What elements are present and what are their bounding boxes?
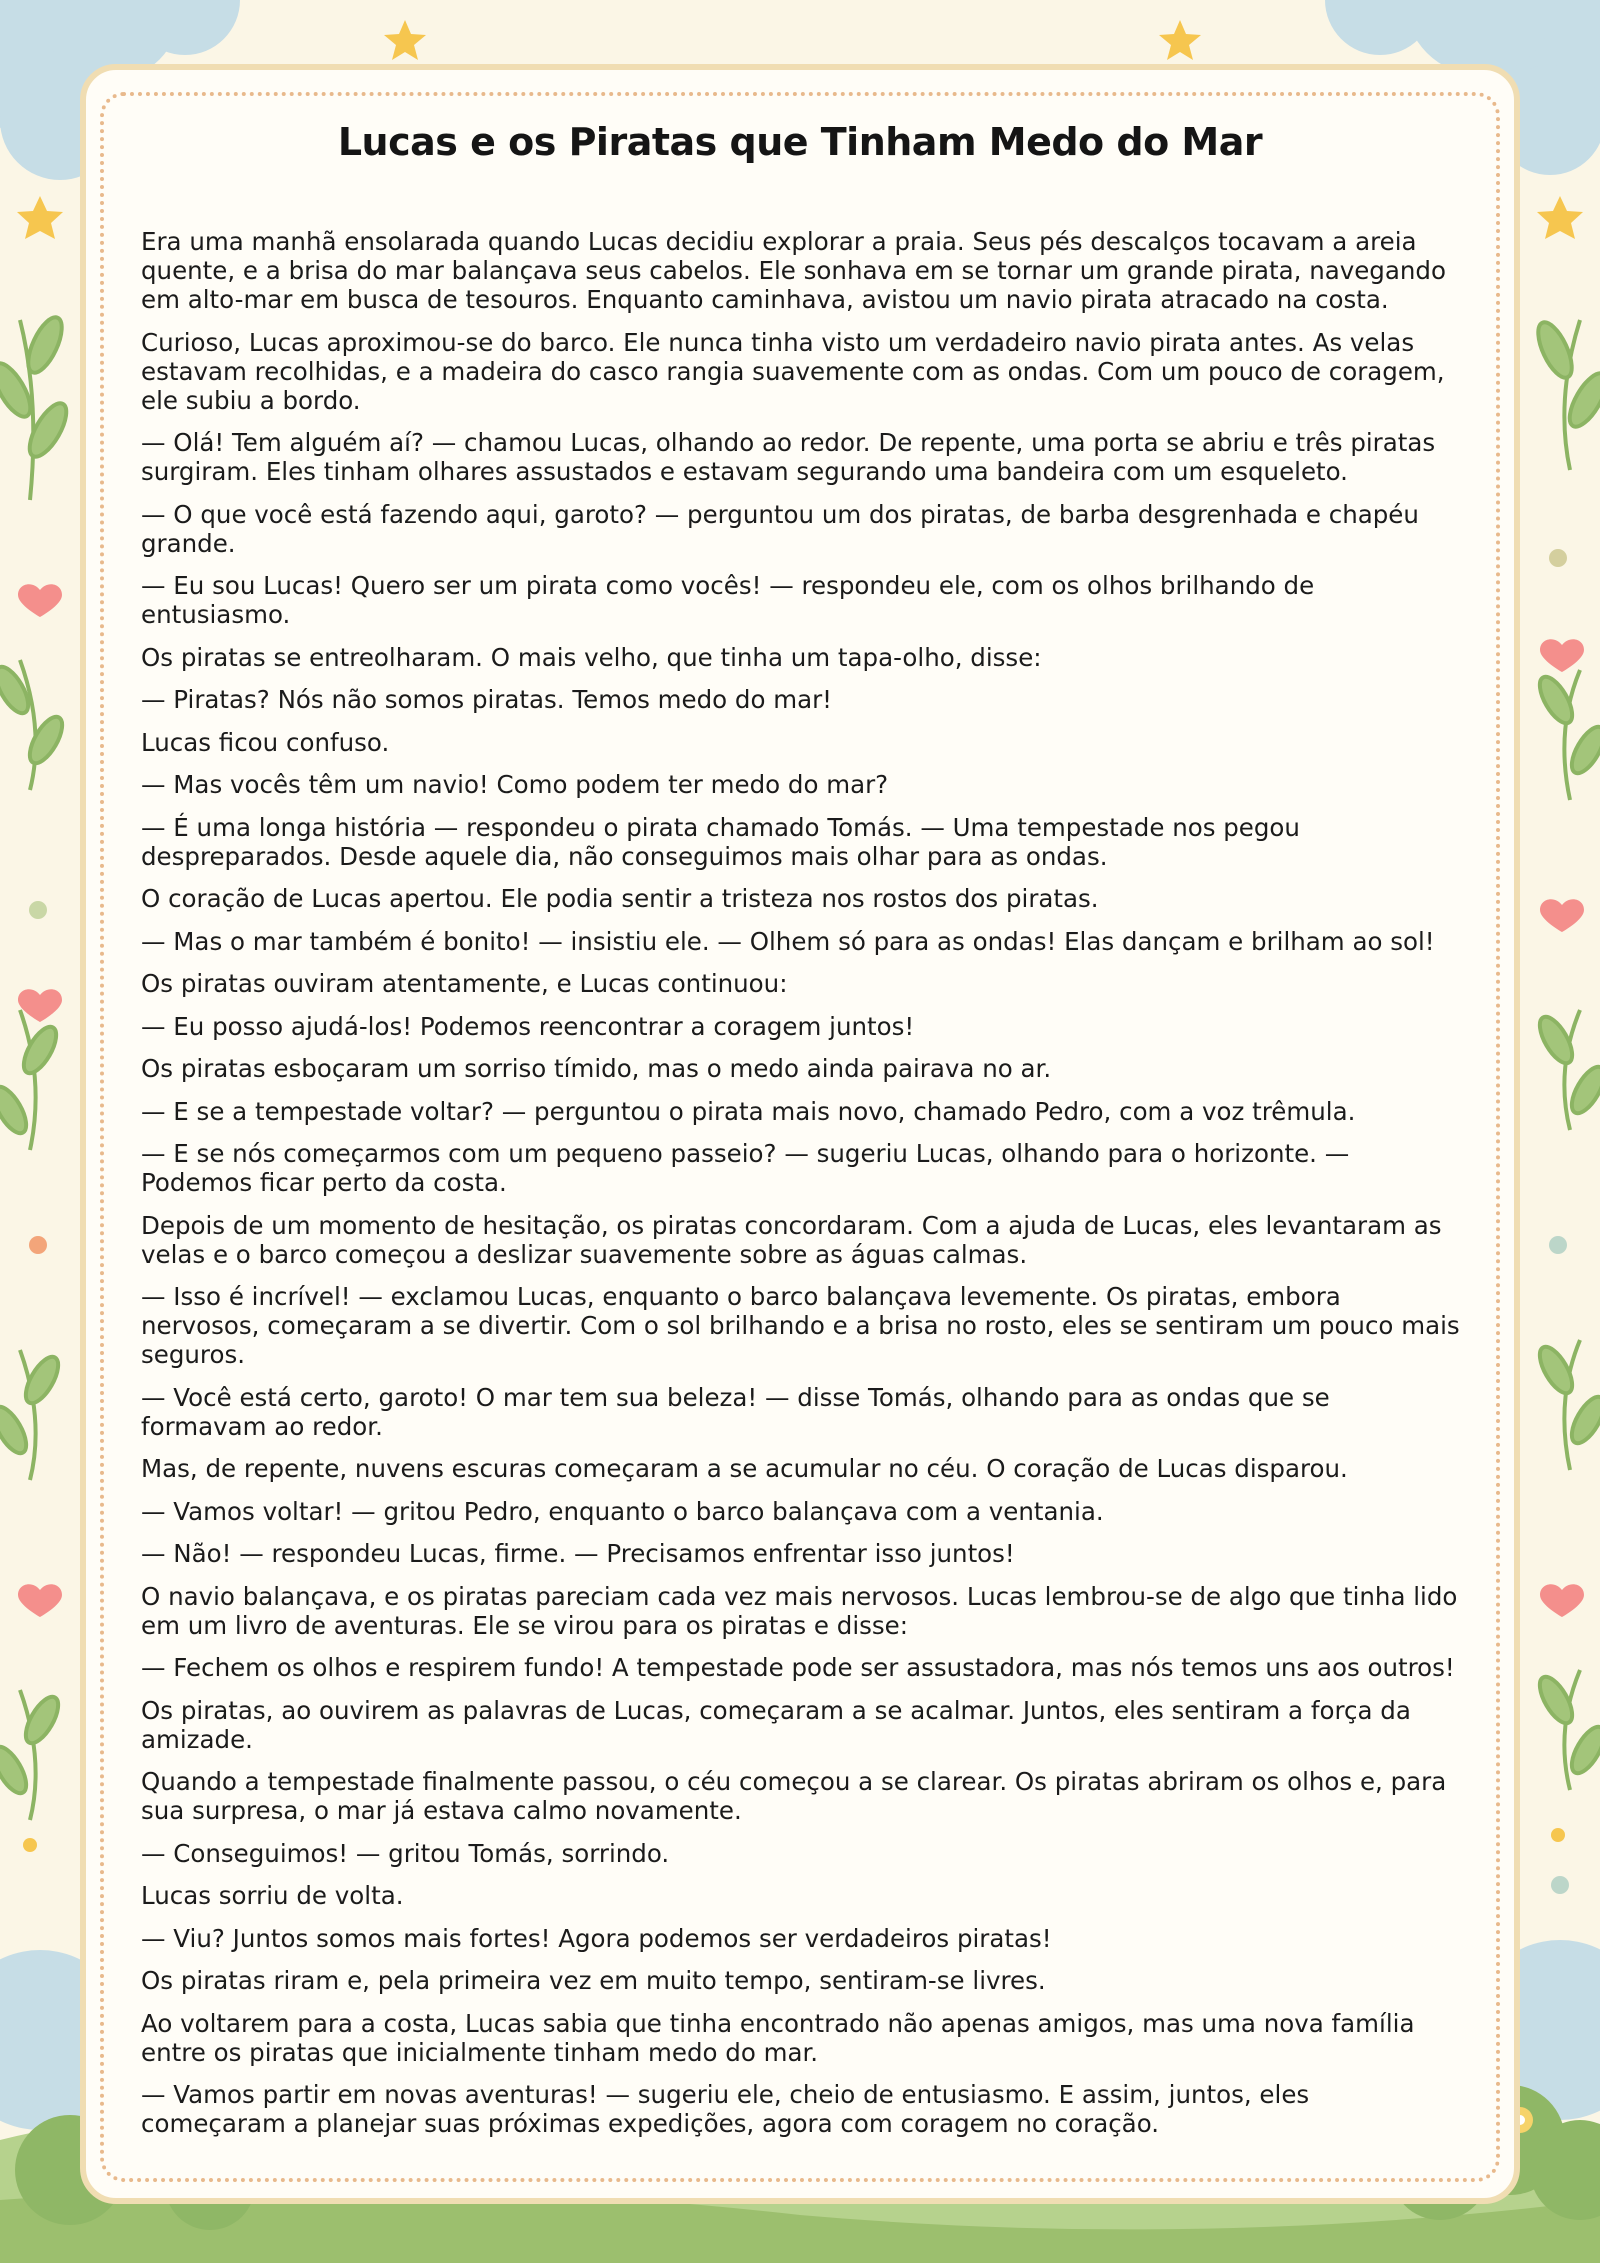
- story-paragraph: — Conseguimos! — gritou Tomás, sorrindo.: [141, 1838, 670, 1868]
- story-paragraph: Quando a tempestade finalmente passou, o céu começou a se clarear. Os piratas abriram os olhos e, para sua surpresa, o mar já estava calmo novamente.: [141, 1767, 1447, 1825]
- story-paragraph: — Isso é incrível! — exclamou Lucas, enquanto o barco balançava levemente. Os piratas, embora nervosos, começaram a se divertir. Com o sol brilhando e a brisa no rosto, eles se sentiram um pouco mais seguros.: [141, 1282, 1460, 1369]
- story-body: [141, 227, 1461, 2152]
- story-paragraph: — É uma longa história — respondeu o pirata chamado Tomás. — Uma tempestade nos pegou despreparados. Desde aquele dia, não conseguimos mais olhar para as ondas.: [141, 812, 1300, 871]
- story-paragraph: — Mas o mar também é bonito! — insistiu ele. — Olhem só para as ondas! Elas dançam e brilham ao sol!: [141, 926, 1435, 956]
- story-paragraph: — E se a tempestade voltar? — perguntou o pirata mais novo, chamado Pedro, com a voz trêmula.: [141, 1096, 1356, 1126]
- story-paragraph: Lucas sorriu de volta.: [141, 1881, 404, 1910]
- story-paragraph: — Olá! Tem alguém aí? — chamou Lucas, olhando ao redor. De repente, uma porta se abriu e três piratas surgiram. Eles tinham olhares assustados e estavam segurando uma bandeira com um esqueleto.: [141, 428, 1436, 486]
- story-paragraph: Mas, de repente, nuvens escuras começaram a se acumular no céu. O coração de Lucas disparou.: [141, 1454, 1348, 1483]
- story-paragraph: — Eu sou Lucas! Quero ser um pirata como vocês! — respondeu ele, com os olhos brilhando de entusiasmo.: [141, 571, 1315, 629]
- story-paragraph: Ao voltarem para a costa, Lucas sabia que tinha encontrado não apenas amigos, mas uma nova família entre os piratas que inicialmente tinham medo do mar.: [141, 2008, 1415, 2067]
- story-paragraph: — O que você está fazendo aqui, garoto? — perguntou um dos piratas, de barba desgrenhada e chapéu grande.: [141, 499, 1419, 558]
- story-paragraph: O coração de Lucas apertou. Ele podia sentir a tristeza nos rostos dos piratas.: [141, 884, 1099, 913]
- story-paragraph: — Você está certo, garoto! O mar tem sua beleza! — disse Tomás, olhando para as ondas que se formavam ao redor.: [141, 1382, 1330, 1441]
- story-paragraph: Era uma manhã ensolarada quando Lucas decidiu explorar a praia. Seus pés descalços tocavam a areia quente, e a brisa do mar balançava seus cabelos. Ele sonhava em se tornar um grande pirata, navegando em alto-mar em busca de tesouros. Enquanto caminhava, avistou um navio pirata atracado na costa.: [141, 227, 1446, 314]
- story-paragraph: Os piratas ouviram atentamente, e Lucas continuou:: [141, 969, 788, 998]
- story-paragraph: Os piratas riram e, pela primeira vez em muito tempo, sentiram-se livres.: [141, 1966, 1046, 1995]
- story-paragraph: — Vamos partir em novas aventuras! — sugeriu ele, cheio de entusiasmo. E assim, juntos, eles começaram a planejar suas próximas expedições, agora com coragem no coração.: [141, 2080, 1310, 2138]
- story-paragraph: Curioso, Lucas aproximou-se do barco. Ele nunca tinha visto um verdadeiro navio pirata antes. As velas estavam recolhidas, e a madeira do casco rangia suavemente com as ondas. Com um pouco de coragem, ele subiu a bordo.: [141, 327, 1445, 415]
- story-paragraph: — Eu posso ajudá-los! Podemos reencontrar a coragem juntos!: [141, 1011, 915, 1041]
- story-paragraph: Os piratas esboçaram um sorriso tímido, mas o medo ainda pairava no ar.: [141, 1054, 1052, 1083]
- story-paragraph: — Vamos voltar! — gritou Pedro, enquanto o barco balançava com a ventania.: [141, 1496, 1104, 1526]
- story-paragraph: — Mas vocês têm um navio! Como podem ter medo do mar?: [141, 770, 889, 799]
- story-paragraph: Depois de um momento de hesitação, os piratas concordaram. Com a ajuda de Lucas, eles levantaram as velas e o barco começou a deslizar suavemente sobre as águas calmas.: [141, 1210, 1442, 1269]
- story-paragraph: Os piratas se entreolharam. O mais velho, que tinha um tapa-olho, disse:: [141, 642, 1042, 672]
- story-title: Lucas e os Piratas que Tinham Medo do Mar: [337, 120, 1263, 164]
- leaf-branch-icon: [1531, 318, 1600, 1790]
- story-paragraph: — E se nós começarmos com um pequeno passeio? — sugeriu Lucas, olhando para o horizonte. — Podemos ficar perto da costa.: [141, 1139, 1350, 1197]
- story-paragraph: — Viu? Juntos somos mais fortes! Agora podemos ser verdadeiros piratas!: [141, 1923, 1052, 1953]
- story-paragraph: Os piratas, ao ouvirem as palavras de Lucas, começaram a se acalmar. Juntos, eles sentiram a força da amizade.: [141, 1695, 1411, 1754]
- story-paragraph: — Fechem os olhos e respirem fundo! A tempestade pode ser assustadora, mas nós temos uns aos outros!: [141, 1653, 1455, 1682]
- story-paragraph: — Piratas? Nós não somos piratas. Temos medo do mar!: [141, 685, 833, 714]
- story-paragraph: Lucas ficou confuso.: [141, 727, 390, 757]
- story-paragraph: — Não! — respondeu Lucas, firme. — Precisamos enfrentar isso juntos!: [141, 1539, 1015, 1568]
- story-paragraph: O navio balançava, e os piratas pareciam cada vez mais nervosos. Lucas lembrou-se de algo que tinha lido em um livro de aventuras. Ele se virou para os piratas e disse:: [141, 1581, 1458, 1640]
